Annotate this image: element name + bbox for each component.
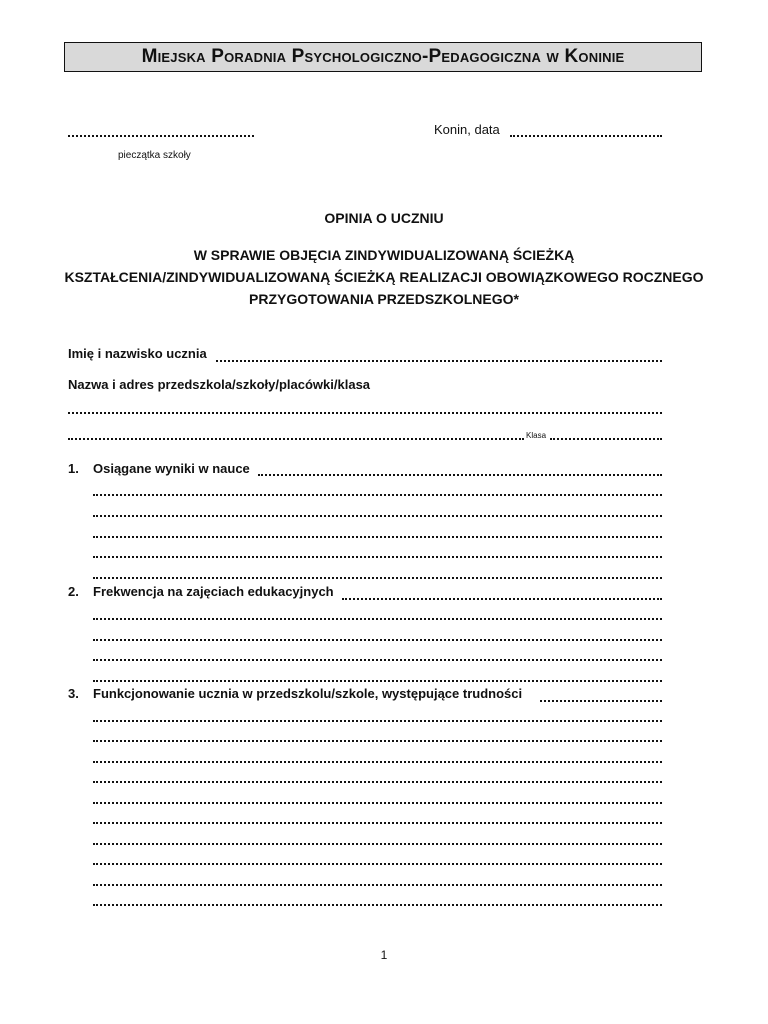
page-number: 1 (380, 948, 388, 962)
section-1-line (93, 556, 662, 558)
section-2-label: Frekwencja na zajęciach edukacyjnych (93, 584, 334, 599)
section-3-line (93, 720, 662, 722)
section-2-line (342, 598, 662, 600)
section-3-line (93, 781, 662, 783)
section-3-label: Funkcjonowanie ucznia w przedszkolu/szkole, występujące trudności (93, 686, 523, 701)
section-3-line (93, 904, 662, 906)
section-3-line (93, 761, 662, 763)
student-name-line (216, 360, 662, 362)
class-label: Klasa (526, 431, 547, 440)
section-2-line (93, 659, 662, 661)
section-1-line (258, 474, 662, 476)
school-stamp-line (68, 135, 254, 137)
section-3-line (93, 822, 662, 824)
section-1-line (93, 577, 662, 579)
date-line (510, 135, 662, 137)
section-2-line (93, 680, 662, 682)
place-date-label: Konin, data (434, 122, 500, 137)
section-1-line (93, 494, 662, 496)
student-name-label: Imię i nazwisko ucznia (68, 346, 207, 361)
section-3-line (93, 802, 662, 804)
section-3-line (93, 843, 662, 845)
section-3-line (93, 863, 662, 865)
section-1-label: Osiągane wyniki w nauce (93, 461, 250, 476)
section-2-line (93, 618, 662, 620)
section-1-line (93, 515, 662, 517)
school-stamp-label: pieczątka szkoły (118, 150, 191, 161)
section-3-number: 3. (68, 686, 79, 701)
institution-header (64, 42, 702, 72)
document-title: OPINIA O UCZNIU (324, 210, 444, 226)
section-1-number: 1. (68, 461, 79, 476)
section-3-line (540, 700, 662, 702)
section-1-line (93, 536, 662, 538)
school-line-2 (68, 438, 524, 440)
school-name-label: Nazwa i adres przedszkola/szkoły/placówki/klasa (68, 377, 371, 392)
school-line-1 (68, 412, 662, 414)
institution-name: Miejska Poradnia Psychologiczno-Pedagogiczna w Koninie (141, 46, 625, 67)
document-subtitle: W SPRAWIE OBJĘCIA ZINDYWIDUALIZOWANĄ ŚCIEŻKĄ KSZTAŁCENIA/ZINDYWIDUALIZOWANĄ ŚCIEŻKĄ REALIZACJI OBOWIĄZKOWEGO ROCZNEGO PRZYGOTOWANIA PRZEDSZKOLNEGO* (64, 247, 704, 307)
class-line (550, 438, 662, 440)
section-2-line (93, 639, 662, 641)
section-3-line (93, 884, 662, 886)
section-2-number: 2. (68, 584, 79, 599)
section-3-line (93, 740, 662, 742)
